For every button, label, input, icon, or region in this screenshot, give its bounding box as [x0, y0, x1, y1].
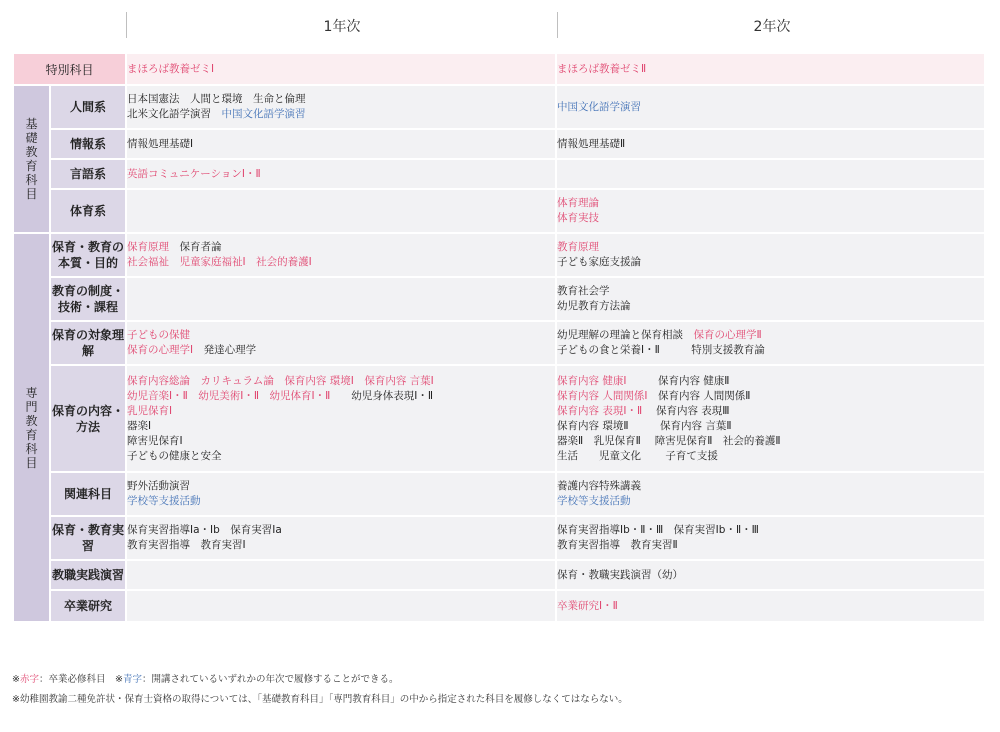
course-line — [557, 211, 984, 226]
course-text: まほろば教養ゼミⅠ — [127, 62, 215, 75]
course-text: 学校等支援活動 — [557, 495, 631, 507]
cell-year1 — [127, 160, 555, 188]
course-line — [127, 523, 555, 538]
category-sub: 保育・教育の本質・目的 — [51, 234, 125, 276]
course-text: 発達心理学 — [193, 344, 257, 356]
category-sub: 人間系 — [51, 86, 125, 128]
course-text: 野外活動演習 — [127, 480, 191, 492]
category-special: 特別科目 — [14, 54, 125, 84]
row-subject — [14, 591, 984, 621]
course-line — [557, 374, 984, 389]
category-sub: 保育の対象理解 — [51, 322, 125, 364]
cell-year2 — [557, 278, 984, 320]
course-text: 情報処理基礎Ⅱ — [557, 137, 626, 150]
course-text: 中国文化語学演習 — [557, 100, 642, 113]
course-text: 器楽Ⅰ — [127, 419, 152, 432]
cell-year1 — [127, 130, 555, 158]
course-text: 日本国憲法 人間と環境 生命と倫理 — [127, 93, 306, 105]
course-line — [557, 434, 984, 449]
category-sub: 言語系 — [51, 160, 125, 188]
course-text: 保育者論 — [169, 241, 222, 253]
row-subject — [14, 234, 984, 276]
row-subject — [14, 517, 984, 559]
course-text: 子ども家庭支援論 — [557, 256, 642, 268]
notes — [12, 670, 628, 710]
year1-header: 1年次 — [323, 19, 361, 35]
course-line — [127, 240, 555, 255]
cell-year1 — [127, 517, 555, 559]
course-line — [557, 137, 984, 152]
course-line — [127, 374, 555, 389]
course-text: 保育内容 人間関係Ⅱ — [647, 389, 751, 402]
cell-year1 — [127, 561, 555, 589]
course-text: 保育内容 表現Ⅲ — [642, 404, 730, 417]
course-text: 生活 児童文化 子育て支援 — [557, 449, 718, 462]
course-text: 保育の心理学Ⅱ — [693, 329, 762, 341]
course-line — [557, 494, 984, 509]
course-text: 情報処理基礎Ⅰ — [127, 137, 194, 150]
course-line — [557, 343, 984, 358]
cell-year2 — [557, 561, 984, 589]
category-sub: 教育の制度・技術・課程 — [51, 278, 125, 320]
cell-year1 — [127, 54, 555, 84]
cell-year1 — [127, 366, 555, 471]
cell-year2 — [557, 160, 984, 188]
course-line — [557, 100, 984, 115]
course-text: 器楽Ⅱ 乳児保育Ⅱ 障害児保育Ⅱ 社会的養護Ⅱ — [557, 434, 781, 447]
course-text: 保育内容 環境Ⅱ 保育内容 言葉Ⅱ — [557, 419, 732, 432]
course-text: 子どもの保健 — [127, 329, 191, 341]
row-subject — [14, 190, 984, 232]
course-text: 社会福祉 児童家庭福祉Ⅰ 社会的養護Ⅰ — [127, 256, 312, 268]
course-line — [557, 299, 984, 314]
cell-year1 — [127, 190, 555, 232]
course-text: 卒業研究Ⅰ・Ⅱ — [557, 599, 618, 612]
row-subject — [14, 130, 984, 158]
cell-year2 — [557, 366, 984, 471]
course-text: 保育実習指導Ⅰa・Ⅰb 保育実習Ⅰa — [127, 524, 282, 536]
row-subject — [14, 561, 984, 589]
cell-year1 — [127, 234, 555, 276]
category-sub: 教職実践演習 — [51, 561, 125, 589]
course-line — [127, 538, 555, 553]
cell-year2 — [557, 190, 984, 232]
category-main-label: 専門教育科目 — [25, 385, 38, 470]
course-line — [127, 434, 555, 449]
course-text: 保育内容総論 カリキュラム論 保育内容 環境Ⅰ 保育内容 言葉Ⅰ — [127, 374, 434, 387]
course-text: 幼児音楽Ⅰ・Ⅱ 幼児美術Ⅰ・Ⅱ 幼児体育Ⅰ・Ⅱ — [127, 389, 341, 402]
course-text: 子どもの食と栄養Ⅰ・Ⅱ 特別支援教育論 — [557, 344, 765, 356]
course-text: 幼児理解の理論と保育相談 — [557, 329, 694, 341]
course-text: 障害児保育Ⅰ — [127, 434, 183, 447]
cell-year1 — [127, 591, 555, 621]
cell-year2 — [557, 86, 984, 128]
cell-year1 — [127, 278, 555, 320]
row-subject — [14, 160, 984, 188]
course-line — [127, 255, 555, 270]
course-text: 幼児教育方法論 — [557, 300, 631, 312]
note-red-desc: ：卒業必修科目 ※ — [38, 674, 123, 685]
course-text: 教育実習指導 教育実習Ⅱ — [557, 539, 678, 551]
course-text: 教育社会学 — [557, 285, 610, 297]
course-line — [127, 479, 555, 494]
category-sub: 情報系 — [51, 130, 125, 158]
course-text: 保育内容 表現Ⅰ・Ⅱ — [557, 404, 643, 417]
course-line — [127, 328, 555, 343]
category-sub: 関連科目 — [51, 473, 125, 515]
course-line — [127, 107, 555, 122]
course-line — [557, 389, 984, 404]
course-text: 保育内容 健康Ⅱ — [626, 374, 730, 387]
course-line — [557, 538, 984, 553]
course-line — [557, 62, 984, 77]
note-mark: ※ — [12, 674, 20, 685]
course-line — [557, 449, 984, 464]
course-line — [127, 419, 555, 434]
row-subject — [14, 278, 984, 320]
note-red-label: 赤字 — [19, 674, 39, 685]
course-line — [557, 404, 984, 419]
course-line — [127, 449, 555, 464]
course-line — [557, 196, 984, 211]
category-main-label: 基礎教育科目 — [25, 117, 38, 201]
course-line — [557, 523, 984, 538]
course-text: 体育理論 — [557, 197, 600, 209]
row-subject — [14, 86, 984, 128]
course-line — [127, 137, 555, 152]
course-text: 学校等支援活動 — [127, 495, 201, 507]
course-line — [557, 255, 984, 270]
course-line — [127, 404, 555, 419]
cell-year1 — [127, 322, 555, 364]
course-text: 乳児保育Ⅰ — [127, 404, 173, 417]
category-main — [14, 234, 49, 621]
course-text: 体育実技 — [557, 212, 600, 224]
course-line — [557, 284, 984, 299]
cell-year2 — [557, 322, 984, 364]
curriculum-table — [12, 52, 986, 623]
row-subject — [14, 473, 984, 515]
row-special — [14, 54, 984, 84]
course-text: 子どもの健康と安全 — [127, 449, 222, 462]
course-line — [127, 167, 555, 182]
note-license: ※幼稚園教諭二種免許状・保育士資格の取得については、「基礎教育科目」「専門教育科目」の中から指定された科目を履修しなくてはならない。 — [12, 694, 628, 705]
cell-year2 — [557, 517, 984, 559]
cell-year1 — [127, 86, 555, 128]
course-text: 保育の心理学Ⅰ — [127, 344, 194, 356]
course-line — [557, 568, 984, 583]
course-text: 保育・教職実践演習（幼） — [557, 568, 684, 581]
course-line — [557, 479, 984, 494]
category-sub: 保育・教育実習 — [51, 517, 125, 559]
course-text: 教育実習指導 教育実習Ⅰ — [127, 539, 246, 551]
course-line — [127, 389, 555, 404]
course-line — [127, 343, 555, 358]
course-text: 英語コミュニケーションⅠ・Ⅱ — [127, 167, 261, 180]
row-subject — [14, 322, 984, 364]
cell-year2 — [557, 54, 984, 84]
course-text: まほろば教養ゼミⅡ — [557, 62, 647, 75]
row-subject — [14, 366, 984, 471]
year2-header: 2年次 — [753, 19, 791, 35]
cell-year2 — [557, 473, 984, 515]
category-main — [14, 86, 49, 232]
course-text: 北米文化語学演習 — [127, 108, 222, 120]
course-text: 保育実習指導Ⅰb・Ⅱ・Ⅲ 保育実習Ⅰb・Ⅱ・Ⅲ — [557, 524, 759, 536]
cell-year2 — [557, 130, 984, 158]
course-line — [557, 240, 984, 255]
note-blue-desc: ：開講されているいずれかの年次で履修することができる。 — [141, 674, 399, 685]
course-text: 教育原理 — [557, 241, 600, 253]
course-line — [127, 92, 555, 107]
course-line — [557, 419, 984, 434]
category-sub: 体育系 — [51, 190, 125, 232]
note-legend — [12, 670, 628, 690]
course-text: 幼児身体表現Ⅰ・Ⅱ — [340, 389, 434, 402]
cell-year2 — [557, 591, 984, 621]
course-line — [557, 328, 984, 343]
course-line — [127, 494, 555, 509]
cell-year1 — [127, 473, 555, 515]
cell-year2 — [557, 234, 984, 276]
category-sub: 卒業研究 — [51, 591, 125, 621]
note-blue-label: 青字 — [122, 674, 142, 685]
course-text: 保育内容 健康Ⅰ — [557, 374, 627, 387]
course-line — [127, 62, 555, 77]
category-sub: 保育の内容・方法 — [51, 366, 125, 471]
course-text: 養護内容特殊講義 — [557, 480, 642, 492]
course-text: 中国文化語学演習 — [221, 108, 306, 120]
course-text: 保育原理 — [127, 241, 170, 253]
course-text: 保育内容 人間関係Ⅰ — [557, 389, 648, 402]
course-line — [557, 599, 984, 614]
